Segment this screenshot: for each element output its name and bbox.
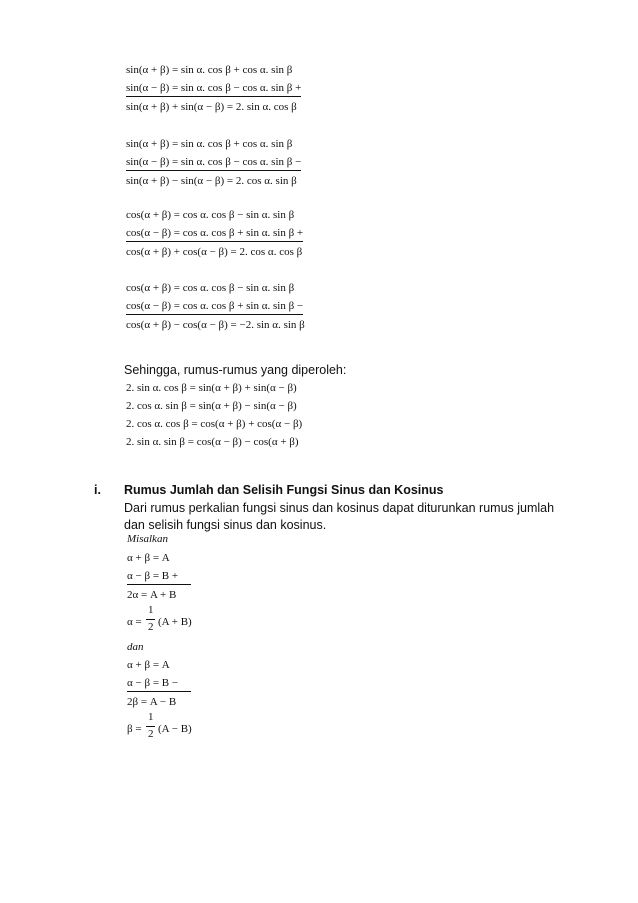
summary-formula-2: 2. cos α. sin β = sin(α + β) − sin(α − β) — [126, 400, 297, 412]
eq-sin-sum-1: sin(α + β) = sin α. cos β + cos α. sin β — [126, 64, 293, 76]
beta-frac-numerator: 1 — [148, 711, 154, 723]
eq-result-1: sin(α + β) + sin(α − β) = 2. sin α. cos β — [126, 101, 297, 113]
eq-result-2: sin(α + β) − sin(α − β) = 2. cos α. sin β — [126, 175, 297, 187]
dan-label: dan — [127, 641, 144, 653]
section-paragraph-line2: dan selisih fungsi sinus dan kosinus. — [124, 518, 327, 532]
eq-cos-diff-3: cos(α − β) = cos α. cos β + sin α. sin β + — [126, 226, 303, 242]
beta-lhs: β = — [127, 723, 142, 735]
alpha-lhs: α = — [127, 616, 142, 628]
section-heading: Rumus Jumlah dan Selisih Fungsi Sinus dan Kosinus — [124, 483, 444, 497]
summary-formula-4: 2. sin α. sin β = cos(α − β) − cos(α + β) — [126, 436, 299, 448]
alpha-frac-numerator: 1 — [148, 604, 154, 616]
eq-result-3: cos(α + β) + cos(α − β) = 2. cos α. cos β — [126, 246, 303, 258]
section-marker: i. — [94, 483, 101, 497]
misalkan-label: Misalkan — [127, 533, 168, 545]
beta-frac-bar — [146, 726, 155, 727]
alpha-frac-denominator: 2 — [148, 621, 154, 633]
eq-cos-sum-3: cos(α + β) = cos α. cos β − sin α. sin β — [126, 209, 295, 221]
summary-formula-3: 2. cos α. cos β = cos(α + β) + cos(α − β) — [126, 418, 303, 430]
alpha-rhs: (A + B) — [158, 616, 192, 628]
beta-frac-denominator: 2 — [148, 728, 154, 740]
beta-eq-2: α − β = B − — [127, 676, 191, 692]
eq-result-4: cos(α + β) − cos(α − β) = −2. sin α. sin β — [126, 319, 305, 331]
alpha-eq-2: α − β = B + — [127, 569, 191, 585]
beta-eq-1: α + β = A — [127, 659, 170, 671]
eq-cos-diff-4: cos(α − β) = cos α. cos β + sin α. sin β − — [126, 299, 303, 315]
summary-intro: Sehingga, rumus-rumus yang diperoleh: — [124, 363, 347, 377]
eq-sin-diff-2: sin(α − β) = sin α. cos β − cos α. sin β − — [126, 155, 301, 171]
alpha-eq-1: α + β = A — [127, 552, 170, 564]
alpha-eq-3: 2α = A + B — [127, 589, 177, 601]
eq-cos-sum-4: cos(α + β) = cos α. cos β − sin α. sin β — [126, 282, 295, 294]
summary-formula-1: 2. sin α. cos β = sin(α + β) + sin(α − β) — [126, 382, 297, 394]
eq-sin-diff-1: sin(α − β) = sin α. cos β − cos α. sin β + — [126, 81, 301, 97]
alpha-frac-bar — [146, 619, 155, 620]
beta-eq-3: 2β = A − B — [127, 696, 177, 708]
eq-sin-sum-2: sin(α + β) = sin α. cos β + cos α. sin β — [126, 138, 293, 150]
beta-rhs: (A − B) — [158, 723, 192, 735]
section-paragraph-line1: Dari rumus perkalian fungsi sinus dan kosinus dapat diturunkan rumus jumlah — [124, 501, 555, 515]
